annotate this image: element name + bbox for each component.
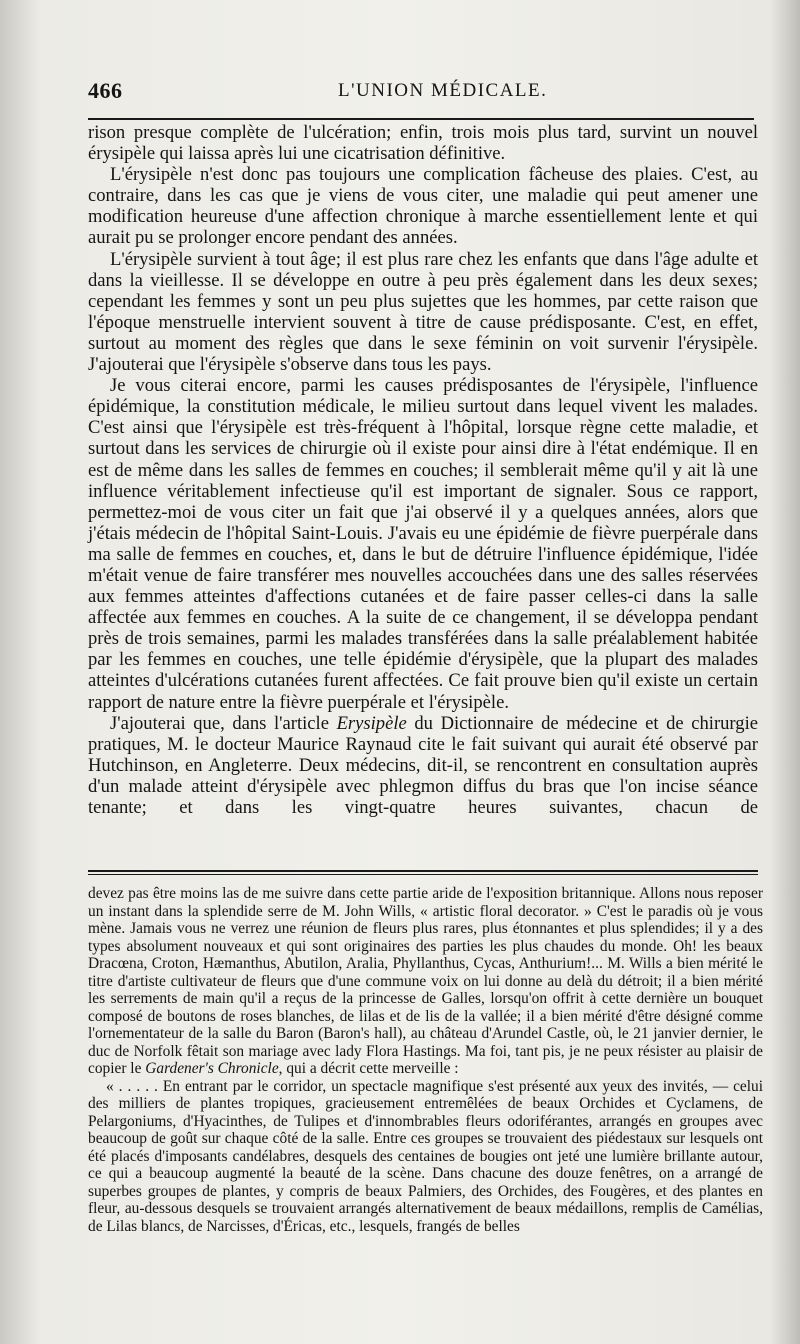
feuilleton-separator-rule [88, 870, 758, 875]
feuilleton-paragraph-1 [88, 885, 763, 1078]
paragraph-2: L'érysipèle n'est donc pas toujours une complication fâcheuse des plaies. C'est, au contraire, dans les cas que je viens de vous citer, une maladie qui peut amener une modification heureuse d'une affection chronique à marche essentiellement lente et qui aurait pu se prolonger encore pendant des années. [88, 164, 758, 249]
paragraph-4: Je vous citerai encore, parmi les causes prédisposantes de l'érysipèle, l'influence épidémique, la constitution médicale, le milieu surtout dans lequel vivent les malades. C'est ainsi que l'érysipèle est très-fréquent à l'hôpital, lorsque règne cette maladie, et surtout dans les services de chirurgie où il existe pour ainsi dire à l'état endémique. Il en est de même dans les salles de femmes en couches; il semblerait même qu'il y ait là une influence véritablement infectieuse qu'il est important de signaler. Sous ce rapport, permettez-moi de vous citer un fait que j'ai observé il y a quelques années, alors que j'étais médecin de l'hôpital Saint-Louis. J'avais eu une épidémie de fièvre puerpérale dans ma salle de femmes en couches, et, dans le but de détruire l'influence épidémique, l'idée m'était venue de faire transférer mes nouvelles accouchées dans une des salles réservées aux femmes atteintes d'affections cutanées et de faire passer celles-ci dans la salle affectée aux femmes en couches. A la suite de ce changement, il se développa pendant près de trois semaines, parmi les malades transférées dans la salle préalablement habitée par les femmes en couches, une telle épidémie d'érysipèle, que la plupart des malades atteintes d'ulcérations cutanées furent affectées. Ce fait prouve bien qu'il existe un certain rapport de nature entre la fièvre puerpérale et l'érysipèle. [88, 375, 758, 713]
page-number: 466 [88, 78, 123, 103]
paragraph-5-italic-term: Erysipèle [336, 712, 407, 734]
feuilleton-paragraph-1-italic-title: Gardener's Chronicle [145, 1060, 279, 1077]
feuilleton-paragraph-2: « . . . . . En entrant par le corridor, un spectacle magnifique s'est présenté aux yeux des invités, — celui des milliers de plantes tropiques, gracieusement entremêlées de beaux Orchides et Cyclamens, de Pelargoniums, d'Hyacinthes, de Tulipes et d'innombrables fleurs odoriférantes, arrangés en groupes avec beaucoup de goût sur chaque côté de la salle. Entre ces groupes se trouvaient des piédestaux sur lesquels ont été placés d'imposants candélabres, desquels des centaines de bougies ont jeté une lumière brillante autour, ce qui a beaucoup augmenté la beauté de la scène. Dans chacune des douze fenêtres, on a arrangé de superbes groupes de plantes, y compris de beaux Palmiers, des Orchides, des Fougères, et des plantes en fleur, au-dessous desquels se trouvaient arrangés alternativement de beaux médaillons, remplis de Camélias, de Lilas blancs, de Narcisses, d'Éricas, etc., lesquels, frangés de belles [88, 1077, 763, 1235]
feuilleton-paragraph-1-end: , qui a décrit cette merveille : [278, 1060, 459, 1077]
paragraph-5-start: J'ajouterai que, dans l'article [110, 712, 337, 734]
feuilleton-text [88, 885, 763, 1235]
header-rule [88, 118, 754, 120]
paragraph-3: L'érysipèle survient à tout âge; il est plus rare chez les enfants que dans l'âge adulte et dans la vieillesse. Il se développe en outre à peu près également dans les deux sexes; cependant les femmes y sont un peu plus sujettes que les hommes, par cette raison que l'époque menstruelle intervient souvent à titre de cause prédisposante. C'est, en effet, surtout au moment des règles que dans le sexe féminin on voit survenir l'érysipèle. J'ajouterai que l'érysipèle s'observe dans tous les pays. [88, 248, 758, 376]
paragraph-5-rest: du Dictionnaire de médecine et de chirurgie pratiques, M. le docteur Maurice Raynaud cite le fait suivant qui aurait été observé par Hutchinson, en Angleterre. Deux médecins, dit-il, se rencontrent en consultation auprès d'un malade atteint d'érysipèle avec phlegmon diffus du bras que l'on incise séance tenante; et dans les vingt-quatre heures suivantes, chacun de [88, 712, 759, 818]
page-header [88, 76, 760, 106]
running-title: L'UNION MÉDICALE. [338, 80, 548, 101]
paragraph-1: rison presque complète de l'ulcération; enfin, trois mois plus tard, survint un nouvel érysipèle qui laissa après lui une cicatrisation définitive. [88, 122, 758, 165]
paragraph-5 [88, 713, 758, 818]
feuilleton-paragraph-1-start: devez pas être moins las de me suivre dans cette partie aride de l'exposition britannique. Allons nous reposer un instant dans la splendide serre de M. John Wills, « artistic floral decorator. » C'est le paradis où je vous mène. Jamais vous ne verrez une réunion de fleurs plus rares, plus étonnantes et plus splendides; il y a des types absolument nouveaux et qui sont originaires des parties les plus chaudes du monde. Oh! les beaux Dracœna, Croton, Hæmanthus, Abutilon, Aralia, Phyllanthus, Cycas, Anthurium!... M. Wills a bien mérité le titre d'artiste cultivateur de fleurs que d'une commune voix on lui donne au delà du détroit; il a bien mérité les serrements de main qu'il a reçus de la princesse de Galles, lorsqu'on offrit à cette dernière un bouquet composé de boutons de roses blanches, de lilas et de lis de la vallée; il a bien mérité d'être désigné comme l'ornementateur de la salle du Baron (Baron's hall), au château d'Arundel Castle, où, le 21 janvier dernier, le duc de Norfolk fêtait son mariage avec lady Flora Hastings. Ma foi, tant pis, je ne peux résister au plaisir de copier le [88, 885, 763, 1077]
main-article-text [88, 122, 758, 818]
